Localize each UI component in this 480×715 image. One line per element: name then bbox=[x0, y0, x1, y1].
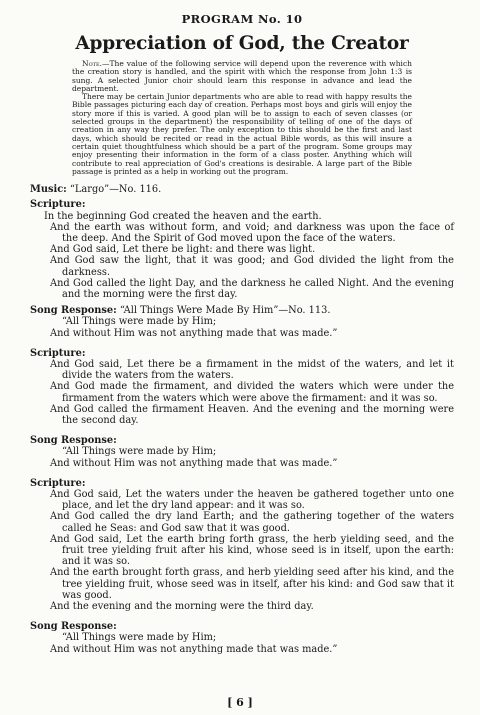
song-title: “All Things Were Made By Him”—No. 113. bbox=[116, 305, 331, 317]
scripture-verse: And God called the dry land Earth; and the gathering together of the waters called he Seas: and God saw that it was good. bbox=[50, 511, 454, 534]
scripture-verse: And God made the firmament, and divided the waters which were under the firmament from the waters which were above the firmament: and it was so. bbox=[50, 381, 454, 404]
scripture-verse: And God saw the light, that it was good; and God divided the light from the darkness. bbox=[50, 255, 454, 278]
response-line: “All Things were made by Him; bbox=[62, 446, 217, 458]
scripture-verse: And God said, Let the waters under the heaven be gathered together unto one place, and let the dry land appear: and it was so. bbox=[50, 489, 454, 512]
music-line bbox=[30, 184, 454, 195]
response-line: And without Him was not anything made that was made.” bbox=[50, 643, 338, 655]
scripture-verse: And the evening and the morning were the third day. bbox=[50, 601, 314, 613]
music-text: “Largo”—No. 116. bbox=[66, 184, 162, 196]
note-paragraph-2: There may be certain Junior departments who are able to read with happy results the Bible passages picturing each day of creation. Perhaps most boys and girls will enjoy the story more if this is varied. A good plan will be to assign to each of seven classes (or selected groups in the department) the responsibility of telling of one of the days of creation in any way they prefer. The only exception to this should be the first and last days, which should be recited or read in the actual Bible words, as this will insure a certain quiet thoughtfulness which should be a part of the program. Some groups may enjoy presenting their information in the form of a class poster. Anything which will contribute to real appreciation of God's creations is desirable. A large part of the Bible passage is printed as a help in working out the program. bbox=[72, 92, 412, 176]
scripture-verse: And the earth was without form, and void; and darkness was upon the face of the deep. And the Spirit of God moved upon the face of the waters. bbox=[50, 221, 454, 244]
response-line: “All Things were made by Him; bbox=[62, 316, 217, 328]
scripture-heading: Scripture: bbox=[30, 477, 86, 489]
response-line: And without Him was not anything made that was made.” bbox=[50, 457, 338, 469]
program-body bbox=[30, 184, 454, 655]
song-response-label: Song Response: bbox=[30, 305, 117, 317]
note-paragraph-1 bbox=[72, 60, 412, 93]
page-number: [ 6 ] bbox=[227, 696, 253, 709]
note-block bbox=[30, 60, 454, 176]
song-response-heading: Song Response: bbox=[30, 435, 117, 447]
response-line: “All Things were made by Him; bbox=[62, 632, 217, 644]
scripture-heading: Scripture: bbox=[30, 347, 86, 359]
scripture-heading: Scripture: bbox=[30, 199, 86, 211]
scripture-verse: And God said, Let the earth bring forth grass, the herb yielding seed, and the fruit tree yielding fruit after his kind, whose seed is in itself, upon the earth: and it was so. bbox=[50, 533, 454, 568]
scripture-verse: And God said, Let there be a firmament in the midst of the waters, and let it divide the waters from the waters. bbox=[50, 359, 454, 382]
song-response-heading bbox=[30, 305, 454, 316]
scripture-verse: And God said, Let there be light: and there was light. bbox=[50, 244, 316, 256]
page-title: Appreciation of God, the Creator bbox=[75, 33, 409, 54]
scripture-verse: And God called the firmament Heaven. And the evening and the morning were the second day. bbox=[50, 403, 454, 427]
scripture-verse: And the earth brought forth grass, and herb yielding seed after his kind, and the tree yielding fruit, whose seed was in itself, after his kind: and God saw that it was good. bbox=[50, 567, 454, 601]
note-label: Note. bbox=[82, 59, 103, 68]
response-line: And without Him was not anything made that was made.” bbox=[50, 327, 338, 339]
scripture-verse: In the beginning God created the heaven and the earth. bbox=[44, 210, 322, 222]
program-number: PROGRAM No. 10 bbox=[181, 12, 303, 26]
note-text-1: —The value of the following service will depend upon the reverence with which the creation story is handled, and the spirit with which the response from John 1:3 is sung. A selected Junior choir should learn this response in advance and lead the department. bbox=[72, 59, 412, 93]
music-label: Music: bbox=[30, 184, 67, 196]
song-response-heading: Song Response: bbox=[30, 621, 117, 633]
scripture-verse: And God called the light Day, and the darkness he called Night. And the evening and the morning were the first day. bbox=[50, 277, 454, 300]
